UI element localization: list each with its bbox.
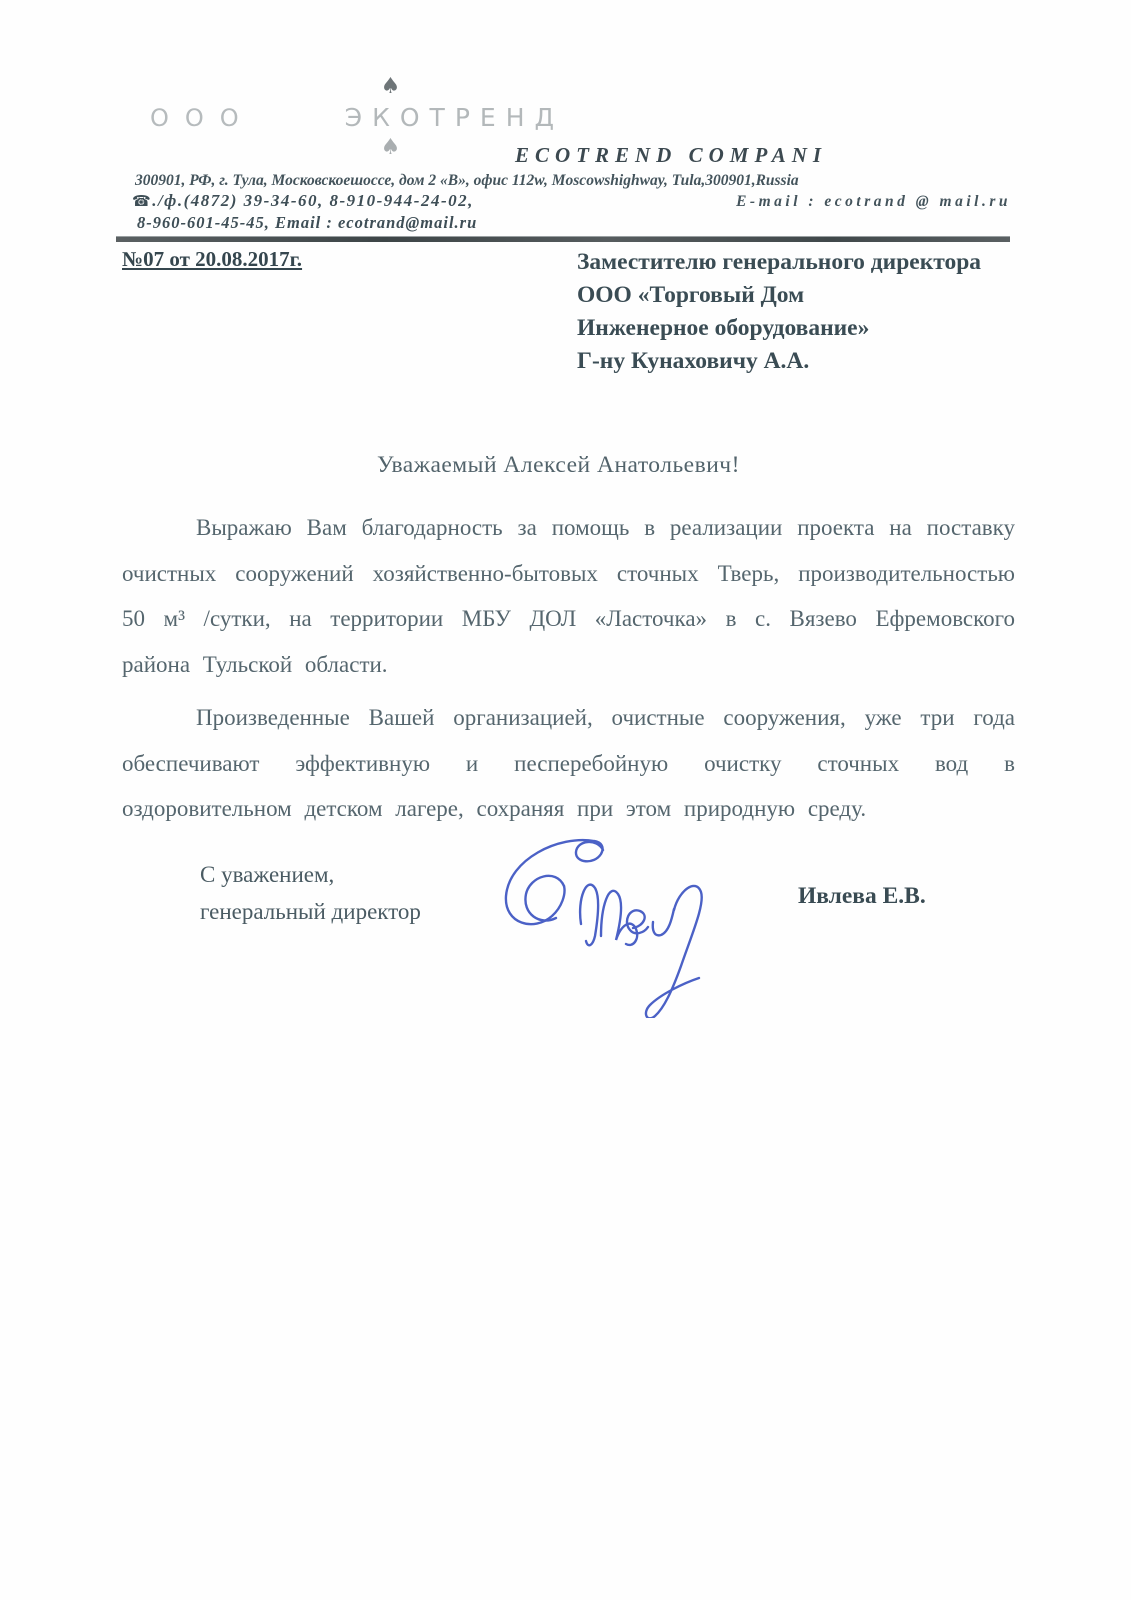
closing-line-1: С уважением, bbox=[200, 862, 335, 887]
acorn-leaf-icon: ♠ bbox=[380, 135, 411, 160]
signer-name: Ивлева Е.В. bbox=[798, 883, 926, 909]
phone-numbers-1: ./ф.(4872) 39-34-60, 8-910-944-24-02, bbox=[152, 191, 474, 210]
email-address: E-mail : ecotrand @ mail.ru bbox=[736, 193, 1011, 210]
salutation: Уважаемый Алексей Анатольевич! bbox=[377, 452, 740, 478]
recipient-line: ООО «Торговый Дом bbox=[577, 282, 805, 308]
closing-block bbox=[200, 856, 421, 930]
reference-number-date: №07 от 20.08.2017г. bbox=[122, 247, 303, 271]
company-address: 300901, РФ, г. Тула, Московскоешоссе, дом 2 «В», офис 112w, Moscowshighway, Tula,300901,Russia bbox=[135, 172, 799, 189]
phone-line-1 bbox=[132, 191, 474, 211]
logo-ooo-text: ООО bbox=[150, 103, 255, 132]
recipient-block bbox=[577, 246, 981, 378]
acorn-leaf-icon: ♠ bbox=[380, 74, 411, 99]
handwritten-signature bbox=[455, 828, 755, 1018]
body-paragraph-2: Произведенные Вашей организацией, очистные сооружения, уже три года обеспечивают эффективную и песперебойную очистку сточных вод в оздоровительном детском лагере, сохраняя при этом природную среду. bbox=[122, 705, 1015, 821]
recipient-line: Г-ну Кунаховичу А.А. bbox=[577, 348, 810, 374]
company-name-english: ECOTREND COMPANI bbox=[515, 143, 828, 167]
body-paragraph-1: Выражаю Вам благодарность за помощь в реализации проекта на поставку очистных сооружений хозяйственно-бытовых сточных Тверь, производительностью 50 м³ /сутки, на территории МБУ ДОЛ «Ласточка» в с. Вязево Ефремовского района Тульской области. bbox=[122, 515, 1015, 677]
phone-line-2: 8-960-601-45-45, Email : ecotrand@mail.ru bbox=[137, 213, 478, 232]
logo-brand-label: ЭКОТРЕНД bbox=[344, 103, 565, 132]
telephone-icon: ☎ bbox=[132, 192, 153, 210]
logo-brand-text bbox=[344, 74, 565, 160]
recipient-line: Заместителю генерального директора bbox=[577, 249, 982, 275]
recipient-line: Инженерное оборудование» bbox=[577, 315, 870, 341]
closing-line-2: генеральный директор bbox=[200, 899, 421, 924]
contact-row bbox=[132, 191, 1011, 211]
company-logo bbox=[150, 74, 565, 160]
header-separator-rule bbox=[116, 236, 1010, 242]
